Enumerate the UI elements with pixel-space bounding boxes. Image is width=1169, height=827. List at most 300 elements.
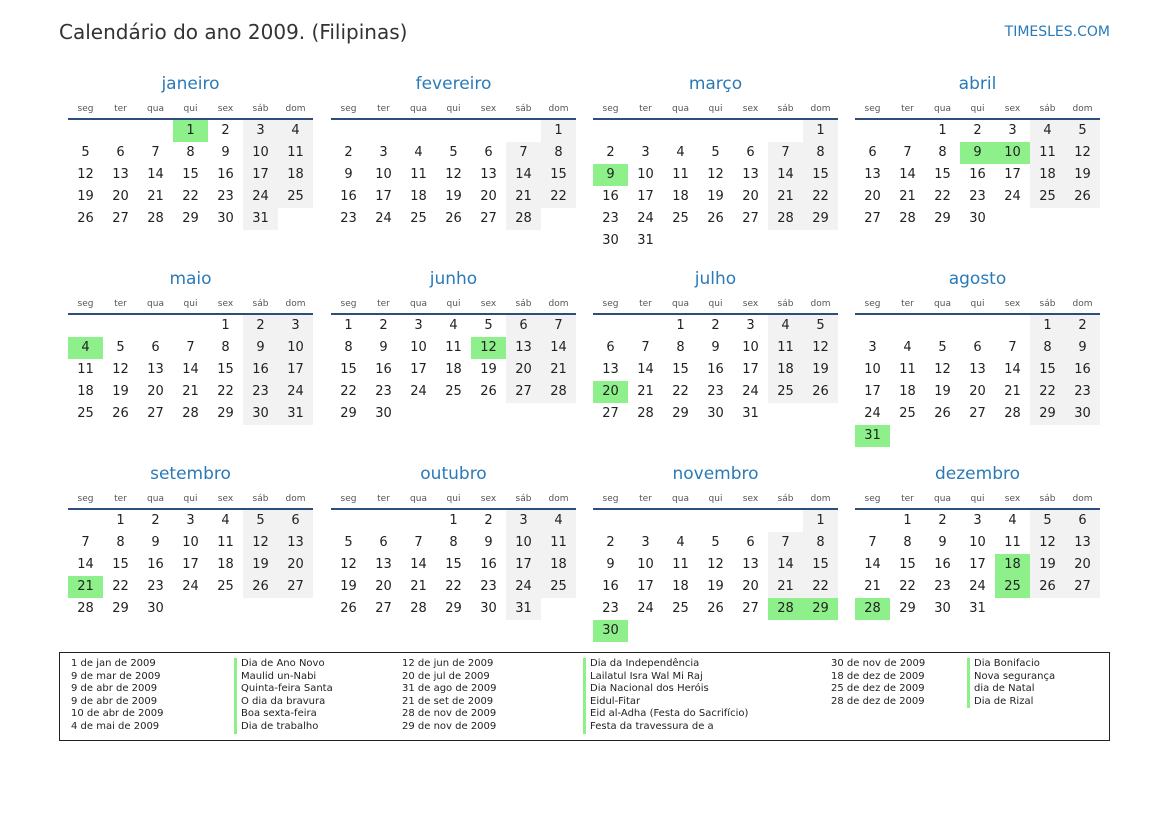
day-cell: 15 <box>217 362 234 377</box>
weekday-label: qua <box>147 104 164 114</box>
day-cell: 14 <box>410 557 427 572</box>
weekday-label: sáb <box>777 494 794 504</box>
day-cell: 24 <box>1004 189 1021 204</box>
day-cell: 6 <box>506 315 541 337</box>
legend-date-column <box>402 658 496 734</box>
day-cell: 16 <box>375 362 392 377</box>
day-cell: 4 <box>1008 513 1017 528</box>
brand-link[interactable]: TIMESLES.COM <box>1004 24 1110 40</box>
day-cell: 1 <box>676 318 685 333</box>
day-cell: 13 <box>864 167 881 182</box>
day-cell: 4 <box>903 340 912 355</box>
day-cell: 7 <box>151 145 160 160</box>
weekday-label: sáb <box>515 104 532 114</box>
day-cell: 21 <box>182 384 199 399</box>
legend-name-column <box>234 658 333 734</box>
weekday-label: qua <box>934 494 951 504</box>
day-cell: 13 <box>147 362 164 377</box>
weekday-header <box>593 299 838 309</box>
day-cell: 24 <box>742 384 759 399</box>
day-cell: 11 <box>768 337 803 359</box>
weekday-label: sex <box>480 104 497 114</box>
day-cell: 28 <box>147 211 164 226</box>
day-cell: 6 <box>1065 510 1100 532</box>
day-cell: 21 <box>768 576 803 598</box>
day-cell: 13 <box>969 362 986 377</box>
legend-date: 9 de mar de 2009 <box>71 670 161 682</box>
day-cell: 7 <box>903 145 912 160</box>
day-cell: 5 <box>344 535 353 550</box>
weekday-label: qui <box>183 104 198 114</box>
day-cell: 7 <box>641 340 650 355</box>
weekday-label: ter <box>901 494 914 504</box>
day-cell: 1 <box>449 513 458 528</box>
weekday-header <box>68 104 313 114</box>
day-cell: 11 <box>217 535 234 550</box>
day-cell: 15 <box>182 167 199 182</box>
weekday-label: qua <box>934 299 951 309</box>
legend-holiday-name: Nova segurança <box>967 671 1055 684</box>
weekday-label: ter <box>639 494 652 504</box>
day-cell: 10 <box>969 535 986 550</box>
day-cell: 16 <box>217 167 234 182</box>
holiday-day-cell: 10 <box>995 142 1030 164</box>
day-cell: 12 <box>77 167 94 182</box>
day-cell: 31 <box>243 208 278 230</box>
weekday-label: sáb <box>515 494 532 504</box>
day-cell: 12 <box>707 167 724 182</box>
weekday-label: qui <box>708 104 723 114</box>
day-cell: 4 <box>449 318 458 333</box>
day-cell: 17 <box>182 557 199 572</box>
day-cell: 11 <box>541 532 576 554</box>
day-cell: 28 <box>541 381 576 403</box>
weekday-label: dom <box>548 299 569 309</box>
day-cell: 22 <box>217 384 234 399</box>
day-cell: 10 <box>506 532 541 554</box>
weekday-label: sáb <box>777 104 794 114</box>
weekday-label: sex <box>217 494 234 504</box>
weekday-label: sáb <box>1039 299 1056 309</box>
day-cell: 27 <box>742 211 759 226</box>
day-cell: 1 <box>116 513 125 528</box>
weekday-label: qui <box>183 494 198 504</box>
day-cell: 19 <box>803 359 838 381</box>
day-cell: 8 <box>903 535 912 550</box>
day-cell: 24 <box>410 384 427 399</box>
holiday-day-cell: 31 <box>855 425 890 447</box>
day-cell: 8 <box>938 145 947 160</box>
day-cell: 12 <box>803 337 838 359</box>
day-cell: 10 <box>278 337 313 359</box>
weekday-label: qui <box>970 104 985 114</box>
weekday-label: dom <box>1072 299 1093 309</box>
day-cell: 10 <box>637 557 654 572</box>
day-cell: 29 <box>1030 403 1065 425</box>
day-cell: 8 <box>116 535 125 550</box>
legend-holiday-name: Maulid un-Nabi <box>234 671 333 684</box>
holiday-day-cell: 9 <box>960 142 995 164</box>
month-divider <box>331 118 576 120</box>
day-cell: 6 <box>278 510 313 532</box>
day-cell: 6 <box>746 535 755 550</box>
day-cell: 25 <box>672 211 689 226</box>
day-cell: 18 <box>541 554 576 576</box>
day-cell: 25 <box>899 406 916 421</box>
day-cell: 16 <box>934 557 951 572</box>
day-cell: 16 <box>243 359 278 381</box>
holiday-day-cell: 12 <box>471 337 506 359</box>
day-cell: 1 <box>1030 315 1065 337</box>
day-cell: 7 <box>768 532 803 554</box>
day-cell: 29 <box>445 601 462 616</box>
legend-holiday-name: Quinta-feira Santa <box>234 683 333 696</box>
day-cell: 4 <box>414 145 423 160</box>
day-cell: 23 <box>707 384 724 399</box>
day-cell: 11 <box>278 142 313 164</box>
day-cell: 2 <box>243 315 278 337</box>
weekday-label: seg <box>864 104 881 114</box>
day-cell: 13 <box>742 167 759 182</box>
day-cell: 9 <box>1065 337 1100 359</box>
month-name: maio <box>169 269 212 289</box>
day-cell: 17 <box>243 164 278 186</box>
weekday-header <box>855 104 1100 114</box>
weekday-label: seg <box>340 104 357 114</box>
day-cell: 27 <box>278 576 313 598</box>
day-cell: 1 <box>221 318 230 333</box>
day-cell: 30 <box>969 211 986 226</box>
weekday-label: sáb <box>777 299 794 309</box>
legend-date: 20 de jul de 2009 <box>402 670 490 682</box>
legend-date: 10 de abr de 2009 <box>71 708 164 720</box>
page-title: Calendário do ano 2009. (Filipinas) <box>59 20 408 44</box>
day-cell: 17 <box>506 554 541 576</box>
weekday-label: seg <box>864 494 881 504</box>
day-cell: 24 <box>637 211 654 226</box>
day-cell: 23 <box>602 211 619 226</box>
holiday-day-cell: 29 <box>803 598 838 620</box>
day-cell: 23 <box>480 579 497 594</box>
day-cell: 7 <box>1008 340 1017 355</box>
legend-date: 28 de nov de 2009 <box>402 708 497 720</box>
day-cell: 27 <box>1065 576 1100 598</box>
weekday-label: dom <box>285 299 306 309</box>
day-cell: 10 <box>742 340 759 355</box>
day-cell: 25 <box>672 601 689 616</box>
day-cell: 18 <box>899 384 916 399</box>
legend-holiday-name: Dia da Independência <box>583 658 748 671</box>
day-cell: 7 <box>768 142 803 164</box>
day-cell: 6 <box>379 535 388 550</box>
day-cell: 11 <box>410 167 427 182</box>
weekday-label: sex <box>742 494 759 504</box>
legend-holiday-name: Dia Bonifacio <box>967 658 1055 671</box>
legend-date: 9 de abr de 2009 <box>71 695 158 707</box>
day-cell: 5 <box>1030 510 1065 532</box>
day-cell: 14 <box>864 557 881 572</box>
day-cell: 11 <box>1004 535 1021 550</box>
day-cell: 11 <box>1030 142 1065 164</box>
day-cell: 25 <box>445 384 462 399</box>
month-name: agosto <box>948 269 1007 289</box>
weekday-label: dom <box>285 104 306 114</box>
day-cell: 30 <box>1065 403 1100 425</box>
day-cell: 2 <box>151 513 160 528</box>
day-cell: 8 <box>541 142 576 164</box>
day-cell: 26 <box>803 381 838 403</box>
legend-date-column <box>71 658 163 734</box>
weekday-label: ter <box>114 494 127 504</box>
holiday-day-cell: 9 <box>593 164 628 186</box>
day-cell: 20 <box>375 579 392 594</box>
legend-date-column <box>831 658 925 708</box>
weekday-label: qui <box>970 299 985 309</box>
weekday-label: ter <box>114 299 127 309</box>
day-cell: 28 <box>77 601 94 616</box>
day-cell: 28 <box>410 601 427 616</box>
day-cell: 17 <box>375 189 392 204</box>
day-cell: 19 <box>480 362 497 377</box>
month-name: junho <box>429 269 478 289</box>
weekday-header <box>855 299 1100 309</box>
weekday-label: ter <box>377 104 390 114</box>
day-cell: 29 <box>112 601 129 616</box>
day-cell: 14 <box>1004 362 1021 377</box>
legend-date: 29 de nov de 2009 <box>402 720 497 732</box>
month-name: setembro <box>150 464 231 484</box>
day-cell: 5 <box>1065 120 1100 142</box>
day-cell: 20 <box>969 384 986 399</box>
day-cell: 18 <box>672 579 689 594</box>
day-cell: 2 <box>344 145 353 160</box>
day-cell: 11 <box>672 557 689 572</box>
day-cell: 18 <box>445 362 462 377</box>
day-cell: 11 <box>445 340 462 355</box>
day-cell: 30 <box>375 406 392 421</box>
day-cell: 23 <box>375 384 392 399</box>
day-cell: 25 <box>410 211 427 226</box>
weekday-label: dom <box>285 494 306 504</box>
day-cell: 15 <box>112 557 129 572</box>
day-cell: 21 <box>899 189 916 204</box>
day-cell: 24 <box>864 406 881 421</box>
day-cell: 14 <box>147 167 164 182</box>
day-cell: 23 <box>1065 381 1100 403</box>
day-cell: 19 <box>1030 554 1065 576</box>
month-name: janeiro <box>161 74 220 94</box>
weekday-label: dom <box>810 104 831 114</box>
month-name: março <box>688 74 743 94</box>
day-cell: 6 <box>116 145 125 160</box>
day-cell: 17 <box>1004 167 1021 182</box>
legend-holiday-name: Dia Nacional dos Heróis <box>583 683 748 696</box>
day-cell: 4 <box>221 513 230 528</box>
weekday-label: qui <box>446 299 461 309</box>
day-cell: 20 <box>742 189 759 204</box>
day-cell: 25 <box>217 579 234 594</box>
day-cell: 5 <box>81 145 90 160</box>
day-cell: 16 <box>602 189 619 204</box>
day-cell: 26 <box>707 601 724 616</box>
day-cell: 2 <box>484 513 493 528</box>
day-cell: 3 <box>746 318 755 333</box>
day-cell: 26 <box>112 406 129 421</box>
day-cell: 5 <box>938 340 947 355</box>
day-cell: 22 <box>803 576 838 598</box>
legend-date: 18 de dez de 2009 <box>831 670 925 682</box>
legend-date: 9 de abr de 2009 <box>71 683 158 695</box>
day-cell: 9 <box>151 535 160 550</box>
day-cell: 29 <box>803 208 838 230</box>
legend-date: 31 de ago de 2009 <box>402 683 497 695</box>
day-cell: 5 <box>116 340 125 355</box>
legend-holiday-name: Dia de Rizal <box>967 696 1055 709</box>
day-cell: 16 <box>969 167 986 182</box>
day-cell: 16 <box>707 362 724 377</box>
weekday-label: qui <box>446 494 461 504</box>
weekday-label: sex <box>217 299 234 309</box>
legend-holiday-name: Boa sexta-feira <box>234 708 333 721</box>
day-cell: 19 <box>77 189 94 204</box>
weekday-label: seg <box>602 104 619 114</box>
weekday-label: qua <box>147 299 164 309</box>
day-cell: 9 <box>243 337 278 359</box>
day-cell: 2 <box>711 318 720 333</box>
day-cell: 9 <box>221 145 230 160</box>
day-cell: 1 <box>903 513 912 528</box>
weekday-label: qua <box>147 494 164 504</box>
weekday-label: sex <box>480 494 497 504</box>
weekday-label: ter <box>114 104 127 114</box>
day-cell: 20 <box>1065 554 1100 576</box>
day-cell: 27 <box>147 406 164 421</box>
day-cell: 20 <box>112 189 129 204</box>
day-cell: 18 <box>410 189 427 204</box>
day-cell: 3 <box>186 513 195 528</box>
day-cell: 26 <box>445 211 462 226</box>
weekday-label: qua <box>672 104 689 114</box>
day-cell: 20 <box>480 189 497 204</box>
day-cell: 26 <box>1065 186 1100 208</box>
day-cell: 8 <box>1030 337 1065 359</box>
day-cell: 26 <box>707 211 724 226</box>
day-cell: 19 <box>340 579 357 594</box>
day-cell: 25 <box>1030 186 1065 208</box>
day-cell: 17 <box>410 362 427 377</box>
weekday-header <box>593 104 838 114</box>
day-cell: 30 <box>602 233 619 248</box>
day-cell: 25 <box>768 381 803 403</box>
day-cell: 4 <box>676 535 685 550</box>
day-cell: 8 <box>676 340 685 355</box>
day-cell: 4 <box>676 145 685 160</box>
day-cell: 18 <box>768 359 803 381</box>
day-cell: 29 <box>340 406 357 421</box>
day-cell: 21 <box>768 186 803 208</box>
day-cell: 25 <box>541 576 576 598</box>
weekday-header <box>855 494 1100 504</box>
day-cell: 21 <box>506 186 541 208</box>
weekday-header <box>331 299 576 309</box>
holiday-day-cell: 30 <box>593 620 628 642</box>
weekday-header <box>593 494 838 504</box>
weekday-label: sáb <box>252 104 269 114</box>
day-cell: 30 <box>243 403 278 425</box>
weekday-header <box>331 104 576 114</box>
holiday-day-cell: 21 <box>68 576 103 598</box>
day-cell: 6 <box>151 340 160 355</box>
day-cell: 23 <box>340 211 357 226</box>
weekday-label: seg <box>602 299 619 309</box>
weekday-header <box>68 494 313 504</box>
day-cell: 15 <box>672 362 689 377</box>
day-cell: 20 <box>147 384 164 399</box>
day-cell: 1 <box>344 318 353 333</box>
day-cell: 21 <box>541 359 576 381</box>
legend-holiday-name: Dia de trabalho <box>234 721 333 734</box>
day-cell: 26 <box>243 576 278 598</box>
day-cell: 5 <box>711 145 720 160</box>
weekday-label: seg <box>77 299 94 309</box>
day-cell: 2 <box>379 318 388 333</box>
legend-name-column <box>967 658 1055 708</box>
day-cell: 28 <box>506 208 541 230</box>
day-cell: 16 <box>340 189 357 204</box>
day-cell: 4 <box>768 315 803 337</box>
day-cell: 27 <box>602 406 619 421</box>
legend-holiday-name: Festa da travessura de a <box>583 721 748 734</box>
weekday-label: sáb <box>1039 104 1056 114</box>
month-name: dezembro <box>935 464 1020 484</box>
day-cell: 28 <box>1004 406 1021 421</box>
weekday-label: qua <box>672 494 689 504</box>
day-cell: 20 <box>278 554 313 576</box>
weekday-label: dom <box>810 494 831 504</box>
day-cell: 27 <box>742 601 759 616</box>
day-cell: 12 <box>340 557 357 572</box>
legend-holiday-name: O dia da bravura <box>234 696 333 709</box>
day-cell: 10 <box>410 340 427 355</box>
day-cell: 26 <box>340 601 357 616</box>
day-cell: 21 <box>637 384 654 399</box>
day-cell: 7 <box>868 535 877 550</box>
day-cell: 22 <box>899 579 916 594</box>
day-cell: 11 <box>77 362 94 377</box>
day-cell: 17 <box>742 362 759 377</box>
day-cell: 9 <box>484 535 493 550</box>
legend-holiday-name: Lailatul Isra Wal Mi Raj <box>583 671 748 684</box>
legend-name-column <box>583 658 748 734</box>
legend-date: 12 de jun de 2009 <box>402 658 494 669</box>
day-cell: 3 <box>868 340 877 355</box>
weekday-label: qua <box>410 104 427 114</box>
day-cell: 8 <box>449 535 458 550</box>
day-cell: 12 <box>243 532 278 554</box>
holiday-day-cell: 18 <box>995 554 1030 576</box>
day-cell: 11 <box>899 362 916 377</box>
day-cell: 14 <box>768 164 803 186</box>
day-cell: 23 <box>602 601 619 616</box>
day-cell: 15 <box>934 167 951 182</box>
day-cell: 5 <box>484 318 493 333</box>
weekday-label: qui <box>446 104 461 114</box>
day-cell: 21 <box>410 579 427 594</box>
weekday-label: seg <box>77 494 94 504</box>
legend-holiday-name: Dia de Ano Novo <box>234 658 333 671</box>
weekday-label: dom <box>1072 104 1093 114</box>
day-cell: 24 <box>506 576 541 598</box>
